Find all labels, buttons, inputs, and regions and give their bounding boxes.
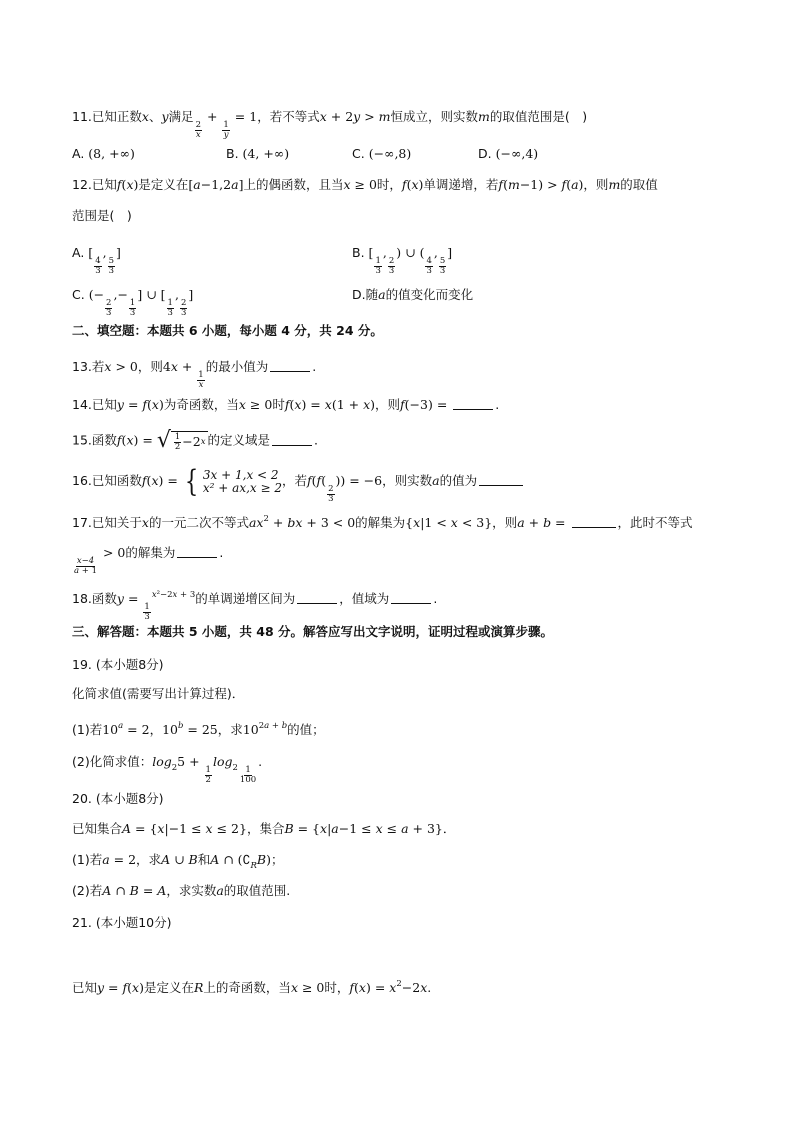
question-19-part-1: (1)若$10^a = 2$，$10^b = 25$，求$10^{2a + b}$的值； [72,721,325,737]
answer-blank [391,591,431,604]
q11-option-d: D. (−∞,4) [478,146,539,161]
question-20-part-2: (2)若A ∩ B = A，求实数a的取值范围. [72,883,291,898]
question-20-part-1: (1)若a = 2，求A ∪ B和A ∩ $(∁_RB)$； [72,852,284,871]
answer-blank [297,591,337,604]
question-17-cont: $\frac{x-4}{a + 1}$ > 0的解集为 . [74,545,224,576]
question-19-part-2: (2)化简求值：$\log_25$ + $\frac{1}{2}$ $\log_2$ $\frac{1}{100}$ . [72,754,263,785]
question-13: 13.若x > 0，则4x + $\frac{1}{x}$ 的最小值为 . [72,359,317,390]
answer-blank [572,515,616,528]
q12-option-d: D.随a的值变化而变化 [352,287,474,302]
answer-blank [272,433,312,446]
q11-option-a: A. (8, +∞) [72,146,135,161]
answer-blank [177,545,217,558]
question-19-intro: 化简求值(需要写出计算过程)． [72,686,245,701]
answer-blank [270,359,310,372]
question-12-cont: 范围是( ) [72,208,132,223]
question-20-heading: 20. (本小题8分) [72,791,164,806]
question-21-heading: 21. (本小题10分) [72,915,172,930]
question-18: 18.函数y = $\frac{1}{3}$ $^{x^2-2x + 3}$的单调递增区间为 ，值域为 . [72,590,438,622]
question-12: 12.已知f(x)是定义在[a−1,2a]上的偶函数，且当x ≥ 0时，f(x)单调递增，若f(m−1) > f(a)，则m的取值 [72,177,658,192]
section-2-heading: 二、填空题：本题共 6 小题，每小题 4 分，共 24 分。 [72,323,383,338]
question-17: 17.已知关于x的一元二次不等式$ax^2$ + bx + 3 < 0的解集为{x|1 < x < 3}，则a + b = ，此时不等式 [72,514,693,530]
q11-option-b: B. (4, +∞) [226,146,290,161]
question-20-intro: 已知集合A = {x|−1 ≤ x ≤ 2}，集合B = {x|a−1 ≤ x ≤ a + 3}． [72,821,456,836]
q12-option-a: A. [ $\frac{4}{3}$ , $\frac{5}{3}$ ] [72,245,121,276]
question-14: 14.已知y = f(x)为奇函数，当x ≥ 0时f(x) = x(1 + x)，则f(−3) = . [72,397,500,412]
answer-blank [479,473,523,486]
question-16: 16.已知函数f(x) = { 3x + 1,x < 2 x² + ax,x ≥ 2 ，若f(f( $\frac{2}{3}$ )) = −6，则实数a的值为 [72,466,525,504]
question-15: 15.函数f(x) = √ $\frac{1}{2}$ −2 x 的定义域是 . [72,428,318,453]
question-21-intro: 已知y = f(x)是定义在R上的奇函数，当x ≥ 0时，$f(x) = x^2-2x$. [72,979,432,995]
question-19-heading: 19. (本小题8分) [72,657,164,672]
answer-blank [453,397,493,410]
q12-option-b: B. [ $\frac{1}{3}$ , $\frac{2}{3}$ ) ∪ ( $\frac{4}{3}$ , $\frac{5}{3}$ ] [352,245,453,276]
question-11: 11.已知正数x、y满足 $\frac{2}{x}$ + $\frac{1}{y}$ = 1，若不等式x + 2y > m恒成立，则实数m的取值范围是( ) [72,109,588,140]
q11-option-c: C. (−∞,8) [352,146,412,161]
q12-option-c: C. (− $\frac{2}{3}$ ,− $\frac{1}{3}$ ] ∪ [ $\frac{1}{3}$ , $\frac{2}{3}$ ] [72,287,194,318]
section-3-heading: 三、解答题：本题共 5 小题，共 48 分。解答应写出文字说明，证明过程或演算步骤。 [72,624,554,639]
